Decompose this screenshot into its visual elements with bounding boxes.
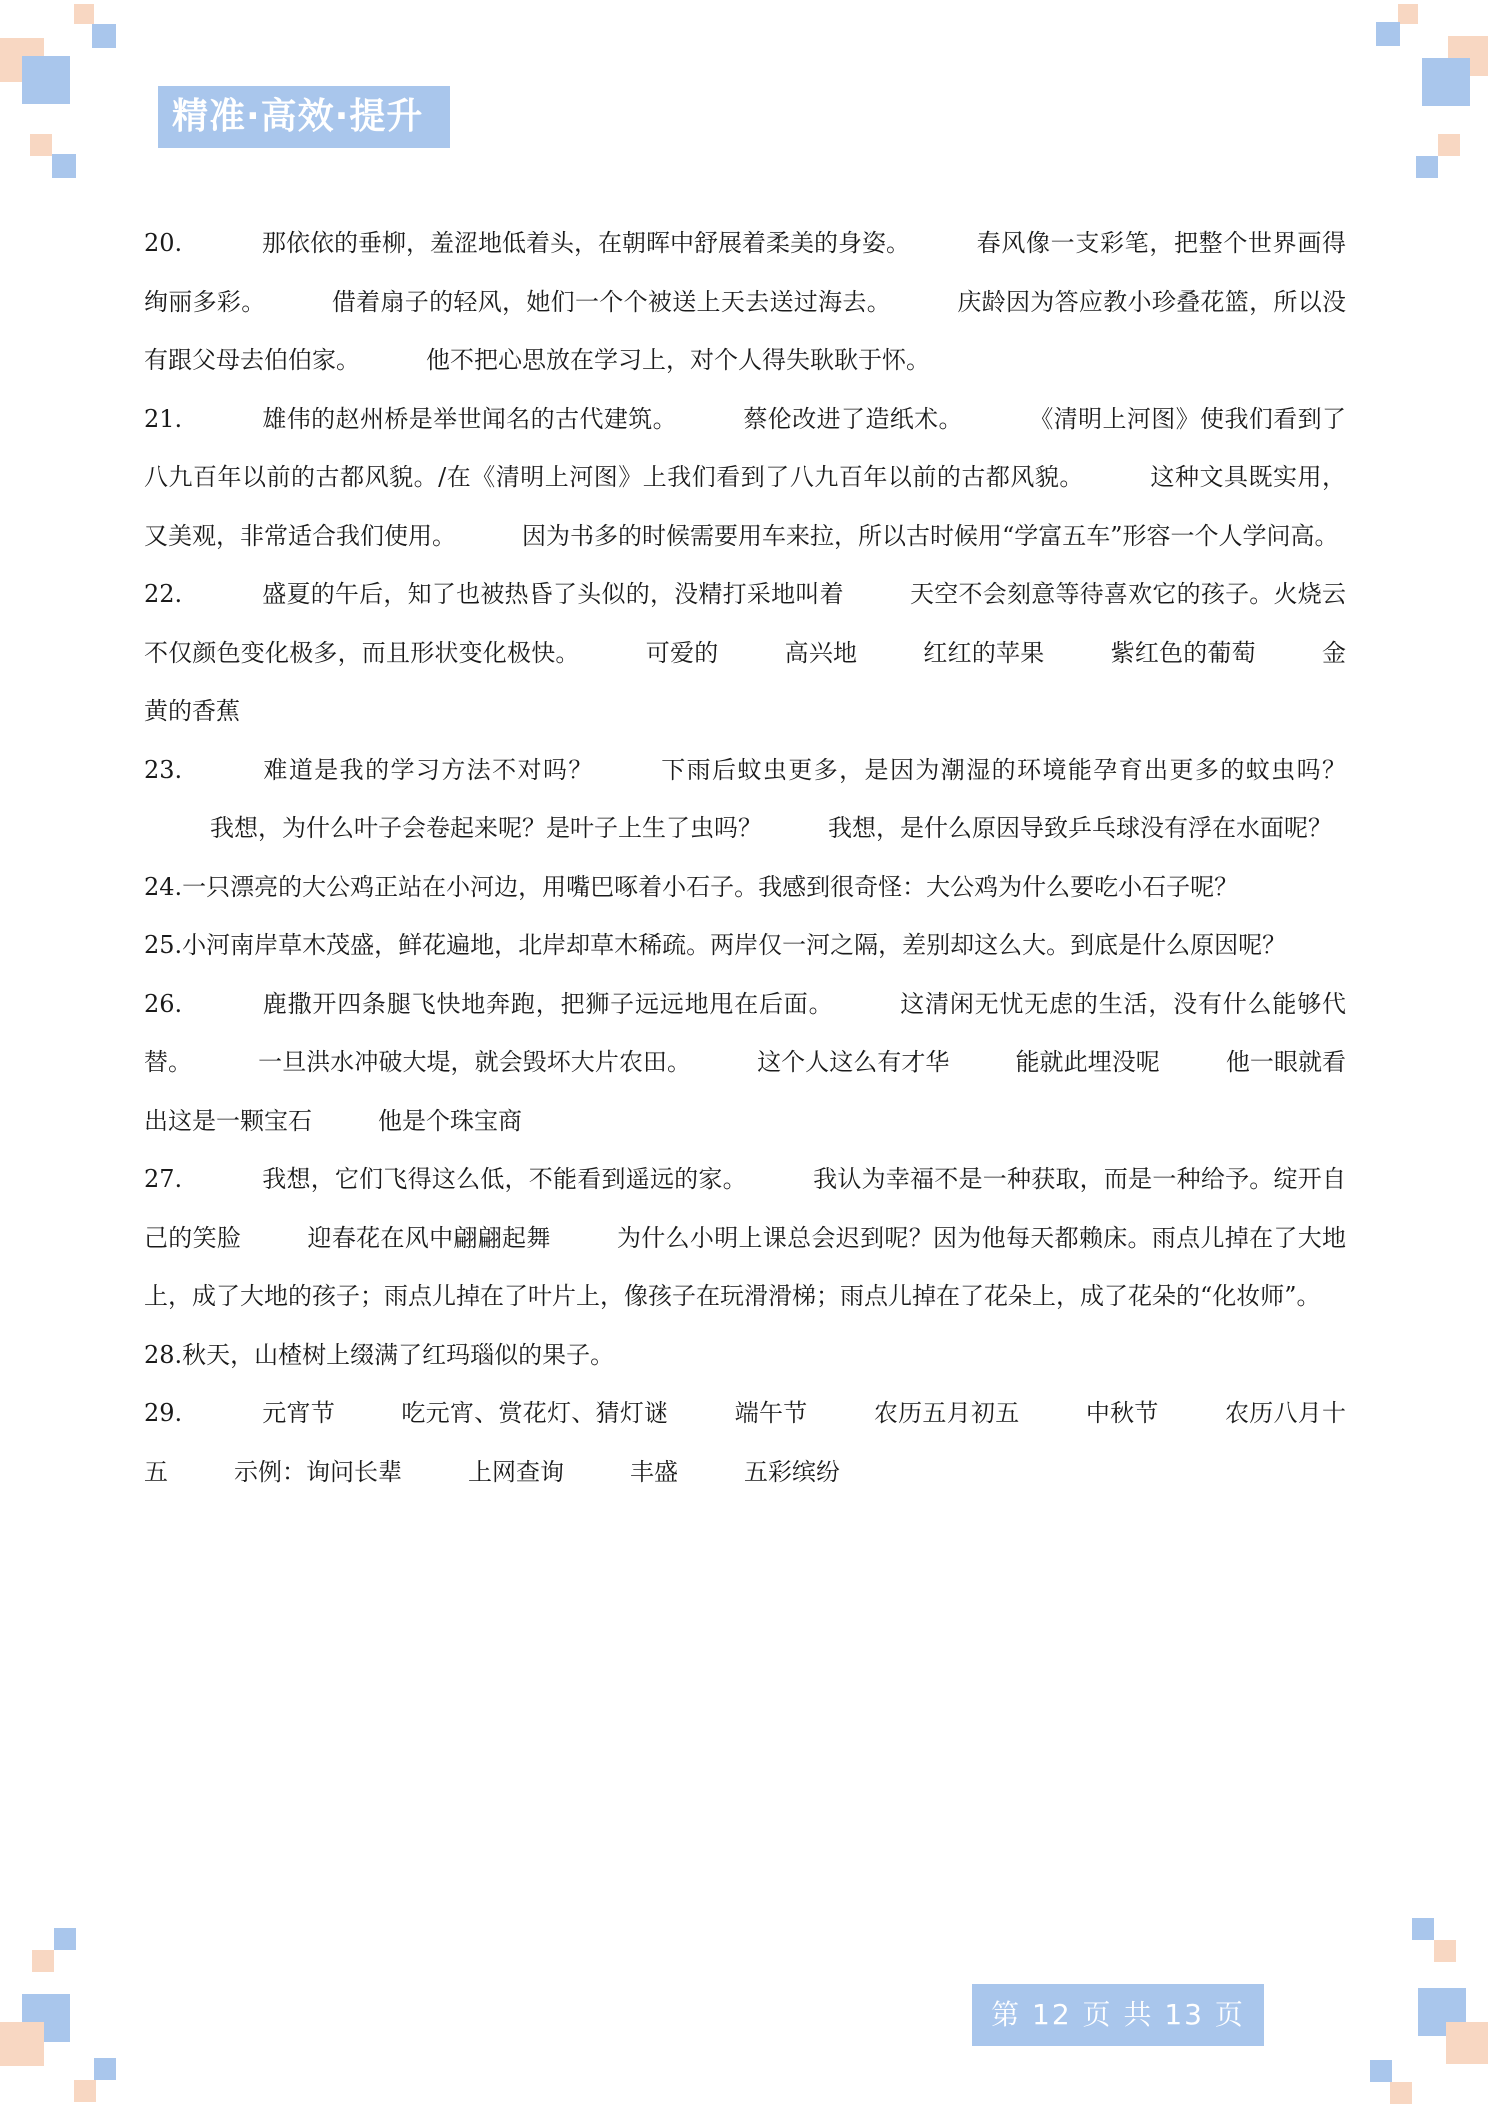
answer-item: 我想，为什么叶子会卷起来呢？是叶子上生了虫吗？ (210, 814, 762, 842)
answer-item: 蔡伦改进了造纸术。 (743, 404, 963, 433)
answer-number: 29. (144, 1399, 183, 1427)
answer-item: 五彩缤纷 (744, 1457, 840, 1486)
answer-25 (144, 916, 1346, 975)
answer-number: 20. (144, 229, 183, 257)
answer-item: 一旦洪水冲破大堤，就会毁坏大片农田。 (258, 1048, 692, 1076)
answer-item: 为什么小明上课总会迟到呢？因为他每天都赖床。雨点儿掉在了大地上，成了大地的孩子；雨点儿掉在了叶片上，像孩子在玩滑滑梯；雨点儿掉在了花朵上，成了花朵的“化妆师”。 (144, 1223, 1347, 1310)
answer-item: 他不把心思放在学习上，对个人得失耿耿于怀。 (426, 346, 930, 374)
answer-item: 红红的苹果 (923, 638, 1045, 667)
answer-item: 示例：询问长辈 (234, 1457, 402, 1486)
answer-item: 上网查询 (468, 1457, 564, 1486)
answer-item: 我想，是什么原因导致乒乓球没有浮在水面呢？ (828, 814, 1332, 842)
answer-23 (144, 741, 1346, 858)
answer-29 (144, 1384, 1346, 1501)
answer-item: 天空不会刻意等待喜欢它的孩子。火烧云不仅颜色变化极多，而且形状变化极快。 (144, 580, 1346, 667)
answer-item: 盛夏的午后，知了也被热昏了头似的，没精打采地叫着 (262, 580, 844, 608)
answer-item: 可爱的 (645, 638, 719, 667)
answer-item: 我想，它们飞得这么低，不能看到遥远的家。 (262, 1165, 747, 1193)
answer-22 (144, 565, 1346, 741)
answer-item: 这种文具既实用，又美观，非常适合我们使用。 (144, 463, 1346, 550)
answer-item: 秋天，山楂树上缀满了红玛瑙似的果子。 (182, 1340, 615, 1369)
answer-item: 这个人这么有才华 (757, 1048, 950, 1076)
answer-number: 21. (144, 404, 183, 433)
answer-20 (144, 214, 1346, 390)
answer-28 (144, 1326, 1346, 1385)
answer-number: 25. (144, 931, 183, 959)
answer-item: 因为书多的时候需要用车来拉，所以古时候用“学富五车”形容一个人学问高。 (522, 521, 1339, 550)
answer-item: 端午节 (734, 1399, 808, 1427)
answer-item: 一只漂亮的大公鸡正站在小河边，用嘴巴啄着小石子。我感到很奇怪：大公鸡为什么要吃小石子呢？ (182, 872, 1239, 901)
answer-item: 丰盛 (630, 1457, 678, 1486)
answer-item: 紫红色的葡萄 (1110, 638, 1256, 667)
answer-number: 24. (144, 872, 183, 901)
page-number-footer: 第 12 页 共 13 页 (972, 1984, 1264, 2046)
answer-item: 我认为幸福不是一种获取，而是一种给予。绽开自己的笑脸 (144, 1165, 1347, 1252)
answer-item: 雄伟的赵州桥是举世闻名的古代建筑。 (262, 404, 678, 433)
answer-26 (144, 975, 1346, 1151)
answer-item: 农历八月十五 (144, 1399, 1347, 1486)
header-banner: 精准·高效·提升 (158, 86, 450, 148)
answer-item: 金黄的香蕉 (144, 638, 1347, 725)
answer-item: 借着扇子的轻风，她们一个个被送上天去送过海去。 (331, 287, 892, 316)
answer-27 (144, 1150, 1346, 1326)
answer-number: 22. (144, 580, 183, 608)
answer-item: 高兴地 (784, 638, 858, 667)
answer-item: 庆龄因为答应教小珍叠花篮，所以没有跟父母去伯伯家。 (144, 287, 1347, 374)
answer-number: 27. (144, 1165, 183, 1193)
answer-item: 那依依的垂柳，羞涩地低着头，在朝晖中舒展着柔美的身姿。 (262, 229, 910, 257)
answer-item: 下雨后蚊虫更多，是因为潮湿的环境能孕育出更多的蚊虫吗？ (659, 755, 1347, 784)
answer-list (144, 214, 1346, 1501)
answer-21 (144, 390, 1346, 566)
answer-item: 迎春花在风中翩翩起舞 (307, 1223, 551, 1252)
answer-item: 他是个珠宝商 (378, 1106, 522, 1135)
answer-item: 中秋节 (1085, 1399, 1159, 1427)
answer-item: 能就此埋没呢 (1015, 1048, 1160, 1076)
answer-number: 26. (144, 989, 183, 1018)
answer-item: 元宵节 (262, 1399, 336, 1427)
answer-number: 28. (144, 1340, 183, 1369)
answer-item: 春风像一支彩笔，把整个世界画得绚丽多彩。 (144, 229, 1346, 316)
answer-item: 农历五月初五 (873, 1399, 1020, 1427)
answer-item: 难道是我的学习方法不对吗？ (262, 755, 594, 784)
answer-24 (144, 858, 1346, 917)
answer-item: 《清明上河图》使我们看到了八九百年以前的古都风貌。/在《清明上河图》上我们看到了八九百年以前的古都风貌。 (144, 404, 1347, 491)
answer-item: 这清闲无忧无虑的生活，没有什么能够代替。 (144, 989, 1347, 1076)
answer-item: 鹿撒开四条腿飞快地奔跑，把狮子远远地甩在后面。 (262, 989, 834, 1018)
answer-number: 23. (144, 755, 183, 784)
answer-item: 小河南岸草木茂盛，鲜花遍地，北岸却草木稀疏。两岸仅一河之隔，差别却这么大。到底是什么原因呢？ (182, 931, 1287, 959)
answer-item: 他一眼就看出这是一颗宝石 (144, 1048, 1347, 1135)
answer-item: 吃元宵、赏花灯、猜灯谜 (401, 1399, 669, 1427)
